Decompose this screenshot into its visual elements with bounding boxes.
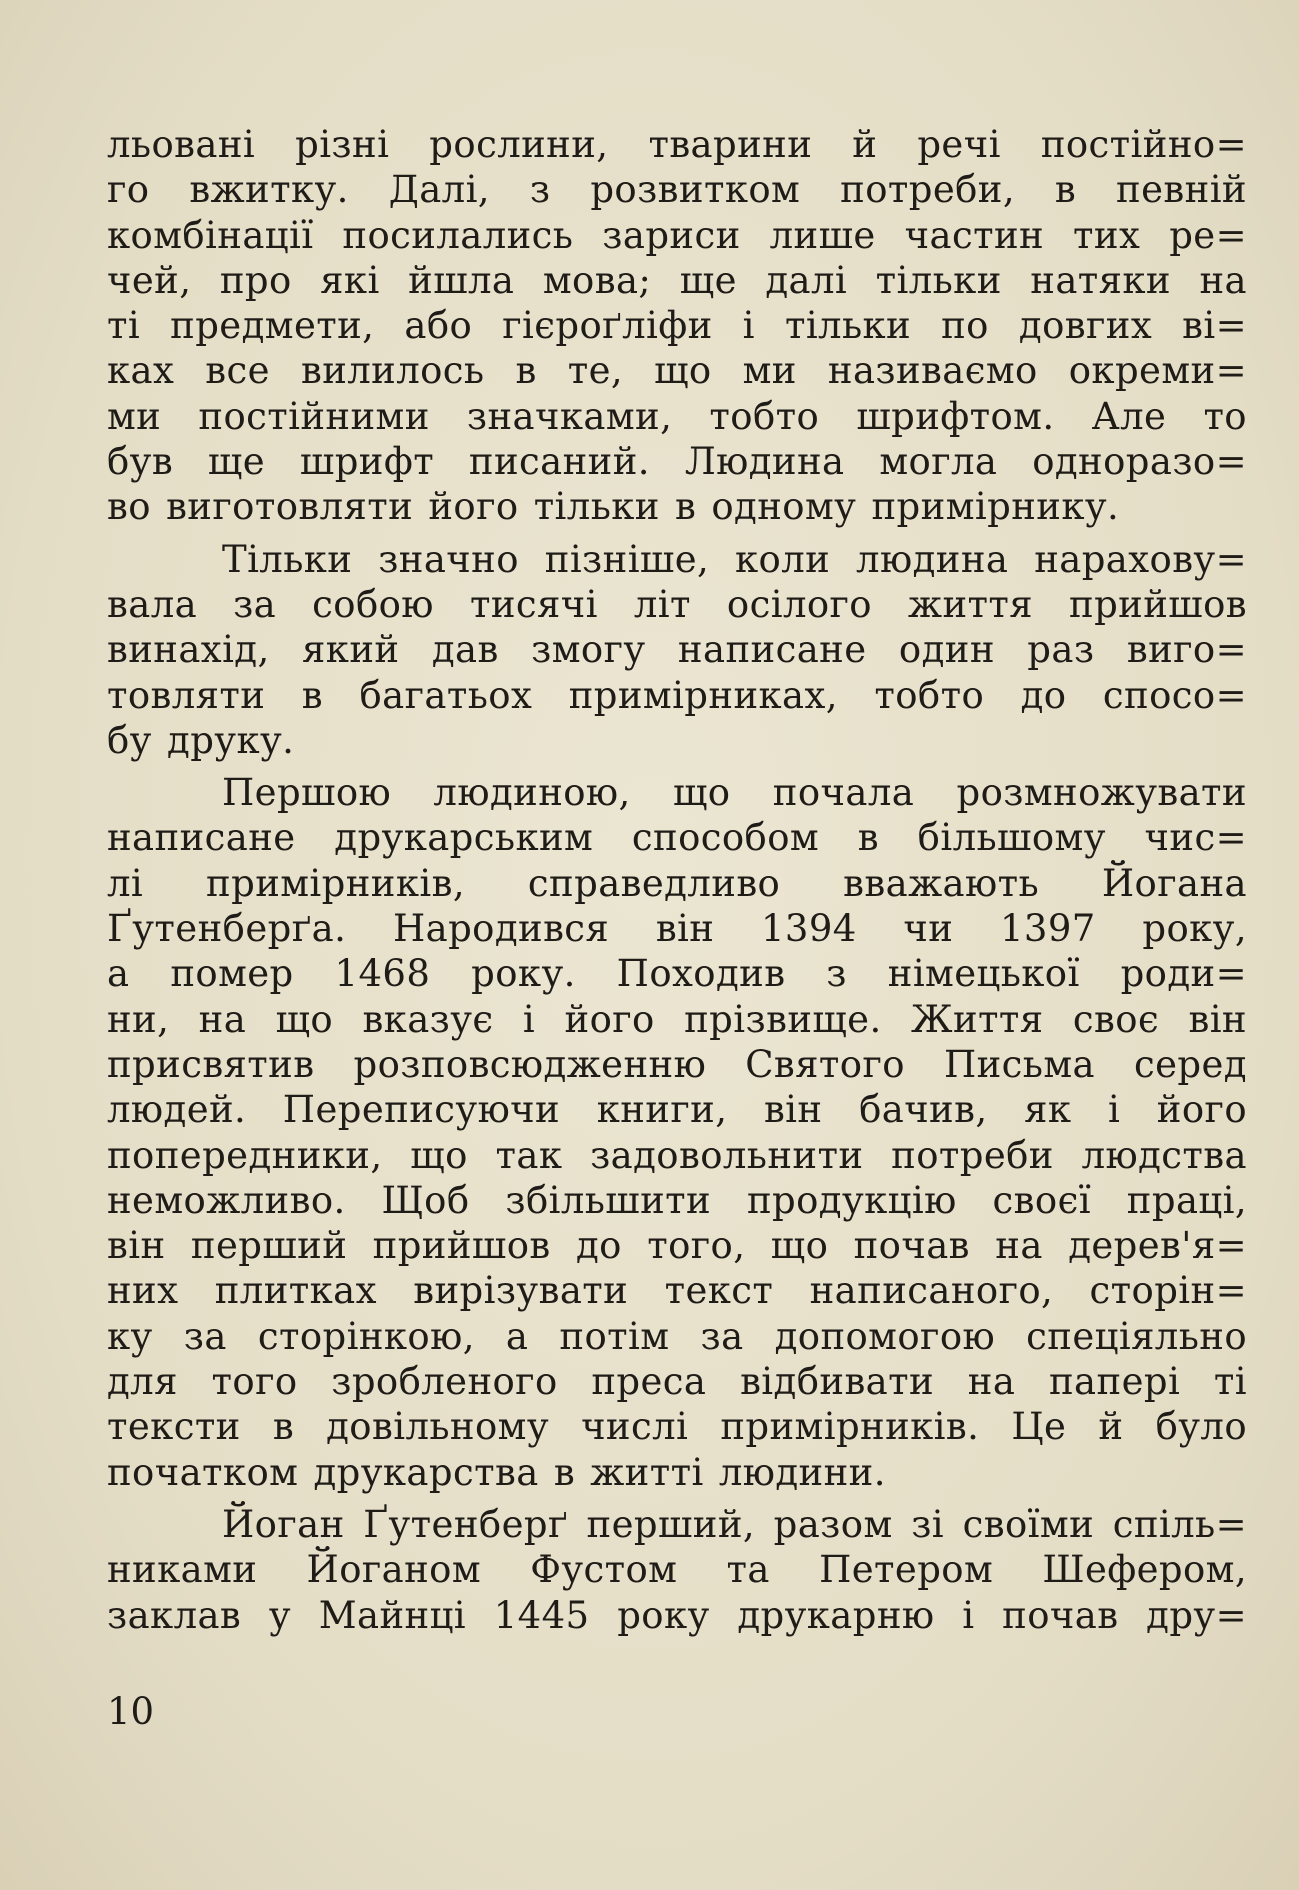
text-line: Йоган Ґутенберґ перший, разом зі своїми спіль=: [222, 1502, 1247, 1546]
text-line: Ґутенберґа. Народився він 1394 чи 1397 року,: [107, 907, 1247, 951]
page-number: 10: [107, 1690, 155, 1733]
text-line: никами Йоганом Фустом та Петером Шефером,: [107, 1548, 1247, 1592]
text-line: лі примірників, справедливо вважають Йогана: [107, 861, 1247, 905]
text-line: во виготовляти його тільки в одному примірнику.: [107, 485, 1120, 529]
text-line: людей. Переписуючи книги, він бачив, як і його: [107, 1088, 1247, 1132]
text-line: а помер 1468 року. Походив з німецької роди=: [107, 952, 1247, 996]
text-line: ті предмети, або гієроґліфи і тільки по довгих ві=: [107, 304, 1247, 348]
text-line: чей, про які йшла мова; ще далі тільки натяки на: [107, 258, 1247, 302]
paragraph-3: [107, 770, 1247, 1495]
text-line: заклав у Майнці 1445 року друкарню і почав дру=: [107, 1593, 1247, 1637]
paragraph-2: [107, 537, 1247, 763]
text-line: присвятив розповсюдженню Святого Письма серед: [107, 1042, 1247, 1086]
text-line: Першою людиною, що почала розмножувати: [222, 771, 1247, 815]
text-line: го вжитку. Далі, з розвитком потреби, в певній: [107, 168, 1247, 212]
paragraph-1: [107, 122, 1247, 530]
text-line: ку за сторінкою, а потім за допомогою спеціяльно: [107, 1314, 1247, 1358]
text-line: Тільки значно пізніше, коли людина нарахову=: [222, 537, 1247, 581]
text-line: вала за собою тисячі літ осілого життя прийшов: [107, 582, 1247, 626]
text-line: ни, на що вказує і його прізвище. Життя своє він: [107, 997, 1247, 1041]
text-line: винахід, який дав змогу написане один раз виго=: [107, 628, 1247, 672]
text-line: комбінації посилались зариси лише частин тих ре=: [107, 213, 1247, 257]
text-line: ми постійними значками, тобто шрифтом. Але то: [107, 394, 1247, 438]
text-line: написане друкарським способом в більшому чис=: [107, 816, 1247, 860]
paragraph-4: [107, 1502, 1247, 1638]
text-line: попередники, що так задовольнити потреби людства: [107, 1133, 1247, 1177]
text-line: неможливо. Щоб збільшити продукцію своєї праці,: [107, 1178, 1247, 1222]
text-line: для того зробленого преса відбивати на папері ті: [107, 1360, 1247, 1404]
text-line: був ще шрифт писаний. Людина могла одноразо=: [107, 440, 1247, 484]
text-line: бу друку.: [107, 718, 295, 762]
text-line: товляти в багатьох примірниках, тобто до спосо=: [107, 673, 1247, 717]
text-line: ках все вилилось в те, що ми називаємо окреми=: [107, 349, 1247, 393]
text-line: тексти в довільному числі примірників. Це й було: [107, 1405, 1247, 1449]
text-line: він перший прийшов до того, що почав на дерев'я=: [107, 1224, 1247, 1268]
body-text: [107, 122, 1247, 1638]
text-line: початком друкарства в житті людини.: [107, 1450, 886, 1494]
text-line: льовані різні рослини, тварини й речі постійно=: [107, 123, 1247, 166]
text-line: них плитках вирізувати текст написаного, сторін=: [107, 1269, 1247, 1313]
